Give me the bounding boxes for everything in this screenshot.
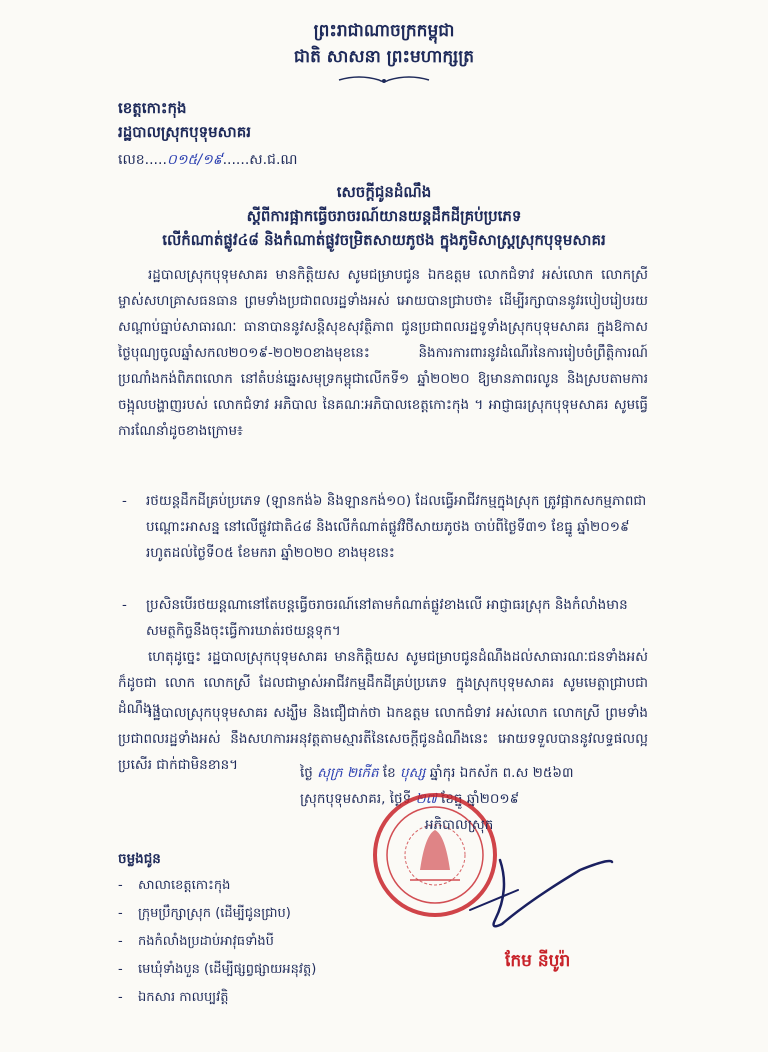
- bullet-text-1: រថយន្តដឹកដីគ្រប់ប្រភេទ (ឡានកង់៦ និងឡានកង់១០) ដែលធ្វើអាជីវកម្មក្នុងស្រុក ត្រូវផ្អាកសកម្មភាពជាបណ្តោះអាសន្ន នៅលើផ្លូវជាតិ៤៨ និងលើកំណាត់ផ្លូវវិថីសាយភូថង ចាប់ពីថ្ងៃទី៣១ ខែធ្នូ ឆ្នាំ២០១៩ រហូតដល់ថ្ងៃទី០៥ ខែមករា ឆ្នាំ២០២០ ខាងមុខនេះ: [146, 493, 647, 561]
- kingdom-line-2: ជាតិ សាសនា ព្រះមហាក្សត្រ: [293, 47, 475, 67]
- copy-to-list: [118, 872, 378, 1012]
- solar-date: ស្រុកបុទុមសាគរ, ថ្ងៃទី ២៧ ខែធ្នូ ឆ្នាំ២០១៩: [300, 791, 520, 807]
- lunar-day: សុក្រ ២កើត: [317, 765, 379, 781]
- reference-number: [118, 150, 298, 170]
- header-ornament-icon: [334, 74, 434, 86]
- bullet-dash: -: [122, 597, 127, 613]
- body-paragraph-3: រដ្ឋបាលស្រុកបុទុមសាគរ សង្ឃឹម និងជឿជាក់ថា ឯកឧត្តម លោកជំទាវ អស់លោក លោកស្រី ព្រមទាំងប្រជាពលរដ្ឋទាំងអស់ នឹងសហការអនុវត្តតាមស្មារតីនៃសេចក្តីជូនដំណឹងនេះ អោយទទួលបាននូវលទ្ធផលល្អប្រសើរ ជាក់ជាមិនខាន។: [118, 705, 648, 773]
- list-item: - មេឃុំទាំងបួន (ដើម្បីផ្សព្វផ្សាយអនុវត្ត): [118, 956, 378, 984]
- signer-title: អភិបាលស្រុក: [425, 817, 494, 833]
- bullet-text-2: ប្រសិនបើរថយន្តណានៅតែបន្តធ្វើចរាចរណ៍នៅតាមកំណាត់ផ្លូវខាងលើ អាជ្ញាធរស្រុក និងកំលាំងមានសមត្ថកិច្ចនឹងចុះធ្វើការឃាត់រថយន្តទុក។: [146, 597, 628, 639]
- solar-day: ២៧: [415, 791, 437, 807]
- list-item: - សាលាខេត្តកោះកុង: [118, 872, 378, 900]
- ref-slash: /: [197, 152, 203, 168]
- title-line-2: ស្តីពីការផ្អាកធ្វើចរាចរណ៍យានយន្តដឹកដីគ្រប់ប្រភេទ: [246, 207, 522, 225]
- body-paragraph-2: ហេតុដូច្នេះ រដ្ឋបាលស្រុកបុទុមសាគរ មានកិត្តិយស សូមជម្រាបជូនដំណឹងដល់សាធារណៈជនទាំងអស់ ក៏ដូចជា លោក លោកស្រី ដែលជាម្ចាស់អាជីវកម្មដឹកដីគ្រប់ប្រភេទ ក្នុងស្រុកបុទុមសាគរ សូមមេត្តាជ្រាបជាដំណឹង។: [118, 649, 648, 717]
- bullet-item-1: [120, 488, 648, 566]
- issuing-authority: [118, 96, 251, 144]
- bullet-item-2: [120, 592, 648, 644]
- copy-to-title: ចម្លងជូន: [118, 851, 161, 867]
- kingdom-header: [0, 18, 768, 70]
- ref-suffix: ......ស.ជ.ណ: [222, 152, 298, 168]
- body-paragraph-1: រដ្ឋបាលស្រុកបុទុមសាគរ មានកិត្តិយស សូមជម្រាបជូន ឯកឧត្តម លោកជំទាវ អស់លោក លោកស្រី ម្ចាស់សហគ្រាសធនធាន ព្រមទាំងប្រជាពលរដ្ឋទាំងអស់ អោយបានជ្រាបថា៖ ដើម្បីរក្សាបាននូវរបៀបរៀបរយ សណ្តាប់ធ្នាប់សាធារណៈ ធានាបាននូវសន្តិសុខសុវត្ថិភាព ជូនប្រជាពលរដ្ឋទូទាំងស្រុកបុទុមសាគរ ក្នុងឱកាសថ្ងៃបុណ្យចូលឆ្នាំសកល២០១៩-២០២០ខាងមុខនេះ និងការការពារនូវដំណើរនៃការរៀបចំព្រឹត្តិការណ៍ប្រណាំងកង់ពិភពលោក នៅតំបន់ឆ្នេរសមុទ្រកម្ពុជាលើកទី១ ឆ្នាំ២០២០ ឱ្យមានភាពរលូន និងស្របតាមការចង្អុលបង្ហាញរបស់ លោកជំទាវ អភិបាល នៃគណៈអភិបាលខេត្តកោះកុង ។ អាជ្ញាធរស្រុកបុទុមសាគរ សូមធ្វើការណែនាំដូចខាងក្រោម៖: [118, 267, 648, 439]
- kingdom-line-1: ព្រះរាជាណាចក្រកម្ពុជា: [313, 21, 455, 41]
- ref-year: ១៩: [202, 152, 223, 168]
- list-item: - កងកំលាំងប្រដាប់អាវុធទាំងបី: [118, 928, 378, 956]
- list-item: - ក្រុមប្រឹក្សាស្រុក (ដើម្បីជូនជ្រាប): [118, 900, 378, 928]
- signature-icon: [440, 850, 620, 940]
- lunar-date: ថ្ងៃ សុក្រ ២កើត ខែ បុស្ស ឆ្នាំកុរ ឯកស័ក ព.ស ២៥៦៣: [300, 765, 574, 781]
- ref-number: ០១៥: [166, 152, 198, 168]
- ref-prefix: លេខ.....: [118, 152, 167, 168]
- title-line-3: លើកំណាត់ផ្លូវ៤៨ និងកំណាត់ផ្លូវចម្រិតសាយភូថង ក្នុងភូមិសាស្ត្រស្រុកបុទុមសាគរ: [162, 231, 606, 249]
- authority-name: រដ្ឋបាលស្រុកបុទុមសាគរ: [118, 123, 252, 141]
- title-line-1: សេចក្តីជូនដំណឹង: [336, 183, 432, 201]
- signer-name: កែម នីបូរ៉ា: [505, 951, 571, 971]
- notice-title: [0, 180, 768, 252]
- lunar-month: បុស្ស: [400, 765, 426, 781]
- province-name: ខេត្តកោះកុង: [118, 99, 187, 117]
- list-item: - ឯកសារ កាលប្បវត្តិ: [118, 984, 378, 1012]
- bullet-dash: -: [122, 493, 127, 509]
